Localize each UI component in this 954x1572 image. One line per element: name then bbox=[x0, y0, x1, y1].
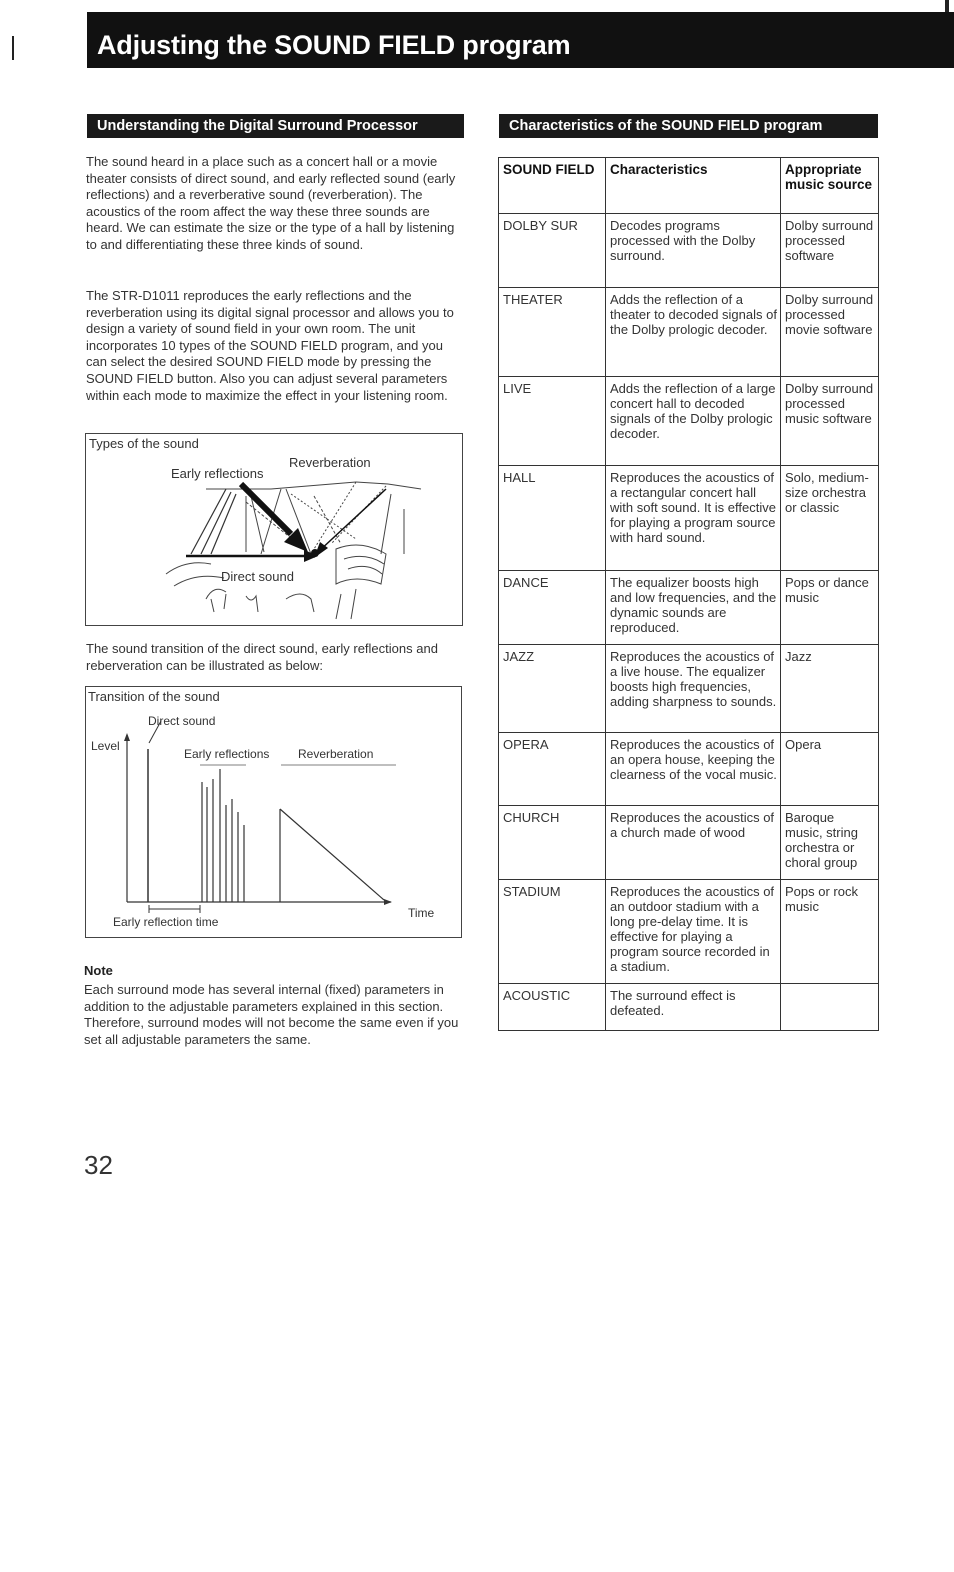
characteristics-cell: Reproduces the acoustics of an opera house, keeping the clearness of the vocal music. bbox=[606, 733, 781, 806]
sound-field-table bbox=[498, 157, 879, 1031]
sound-field-cell: JAZZ bbox=[499, 645, 606, 733]
music-source-cell: Pops or rock music bbox=[781, 880, 879, 984]
figure2-reverberation-label: Reverberation bbox=[298, 747, 374, 761]
sound-field-cell: OPERA bbox=[499, 733, 606, 806]
hall-illustration bbox=[86, 434, 462, 625]
intro-paragraph: The sound heard in a place such as a concert hall or a movie theater consists of direct sound, and early reflected sound (early reflections) and a reverberative sound (reverberation). The acoustics of the room affect the way these three sounds are heard. We can estimate the size or the type of a hall by listening to and differentiating these three kinds of sound. bbox=[86, 154, 456, 252]
table-row bbox=[499, 377, 879, 466]
note-title: Note bbox=[84, 963, 113, 978]
music-source-cell bbox=[781, 984, 879, 1031]
sound-field-cell: THEATER bbox=[499, 288, 606, 377]
processor-paragraph: The STR-D1011 reproduces the early reflections and the reverberation using its digital signal processor and allows you to design a variety of sound field in your own room. The unit incorporates 10 types of the SOUND FIELD program, and you can select the desired SOUND FIELD mode by pressing the SOUND FIELD button. Also you can adjust several parameters within each mode to maximize the effect in your listening room. bbox=[86, 288, 454, 403]
section-heading-understanding: Understanding the Digital Surround Processor bbox=[87, 114, 464, 138]
section-heading-characteristics: Characteristics of the SOUND FIELD program bbox=[499, 114, 878, 138]
table-row bbox=[499, 880, 879, 984]
page-number: 32 bbox=[84, 1150, 113, 1180]
music-source-cell: Jazz bbox=[781, 645, 879, 733]
sound-field-cell: DANCE bbox=[499, 571, 606, 645]
figure1-early-reflections-label: Early reflections bbox=[171, 466, 264, 481]
table-row bbox=[499, 806, 879, 880]
music-source-cell: Dolby surround processed movie software bbox=[781, 288, 879, 377]
table-row bbox=[499, 733, 879, 806]
characteristics-cell: Reproduces the acoustics of a church made of wood bbox=[606, 806, 781, 880]
sound-field-cell: LIVE bbox=[499, 377, 606, 466]
edge-mark-left bbox=[12, 36, 14, 60]
page-title: Adjusting the SOUND FIELD program bbox=[97, 30, 571, 60]
characteristics-cell: Reproduces the acoustics of a live house. The equalizer boosts high frequencies, adding sharpness to sounds. bbox=[606, 645, 781, 733]
transition-paragraph: The sound transition of the direct sound, early reflections and reberveration can be illustrated as below: bbox=[86, 641, 438, 673]
characteristics-cell: Reproduces the acoustics of a rectangular concert hall with soft sound. It is effective for playing a program source with hard sound. bbox=[606, 466, 781, 571]
characteristics-cell: Adds the reflection of a theater to decoded signals of the Dolby prologic decoder. bbox=[606, 288, 781, 377]
music-source-cell: Solo, medium-size orchestra or classic bbox=[781, 466, 879, 571]
table-row bbox=[499, 984, 879, 1031]
music-source-cell: Pops or dance music bbox=[781, 571, 879, 645]
sound-field-cell: ACOUSTIC bbox=[499, 984, 606, 1031]
table-row bbox=[499, 214, 879, 288]
sound-field-cell: CHURCH bbox=[499, 806, 606, 880]
figure1-reverberation-label: Reverberation bbox=[289, 455, 371, 470]
sound-field-cell: HALL bbox=[499, 466, 606, 571]
characteristics-cell: Decodes programs processed with the Dolby surround. bbox=[606, 214, 781, 288]
table-row bbox=[499, 645, 879, 733]
figure2-direct-sound-label: Direct sound bbox=[148, 714, 216, 728]
figure2-time-label: Time bbox=[408, 906, 435, 920]
figure2-level-label: Level bbox=[91, 739, 120, 753]
header-music-source: Appropriate music source bbox=[781, 158, 879, 214]
music-source-cell: Baroque music, string orchestra or choral group bbox=[781, 806, 879, 880]
music-source-cell: Dolby surround processed music software bbox=[781, 377, 879, 466]
sound-field-cell: DOLBY SUR bbox=[499, 214, 606, 288]
characteristics-cell: Adds the reflection of a large concert hall to decoded signals of the Dolby prologic decoder. bbox=[606, 377, 781, 466]
figure1-title: Types of the sound bbox=[89, 436, 199, 451]
header-characteristics: Characteristics bbox=[606, 158, 781, 214]
table-row bbox=[499, 466, 879, 571]
figure2-early-reflection-time-label: Early reflection time bbox=[113, 915, 219, 929]
table-header-row bbox=[499, 158, 879, 214]
music-source-cell: Dolby surround processed software bbox=[781, 214, 879, 288]
page-title-bar bbox=[87, 12, 954, 68]
note-text: Each surround mode has several internal (fixed) parameters in addition to the adjustable parameters explained in this section. Therefore, surround modes will not become the same even if you set all adjustable parameters the same. bbox=[84, 982, 459, 1047]
table-row bbox=[499, 288, 879, 377]
types-of-sound-figure bbox=[85, 433, 463, 626]
table-row bbox=[499, 571, 879, 645]
transition-graph bbox=[86, 687, 461, 937]
sound-field-cell: STADIUM bbox=[499, 880, 606, 984]
music-source-cell: Opera bbox=[781, 733, 879, 806]
transition-of-sound-figure bbox=[85, 686, 462, 938]
characteristics-cell: The equalizer boosts high and low frequencies, and the dynamic sounds are reproduced. bbox=[606, 571, 781, 645]
figure2-early-reflections-label: Early reflections bbox=[184, 747, 270, 761]
figure1-direct-sound-label: Direct sound bbox=[221, 569, 294, 584]
figure2-title: Transition of the sound bbox=[88, 689, 220, 704]
characteristics-cell: The surround effect is defeated. bbox=[606, 984, 781, 1031]
characteristics-cell: Reproduces the acoustics of an outdoor stadium with a long pre-delay time. It is effective for playing a program source recorded in a stadium. bbox=[606, 880, 781, 984]
header-sound-field: SOUND FIELD bbox=[499, 158, 606, 214]
